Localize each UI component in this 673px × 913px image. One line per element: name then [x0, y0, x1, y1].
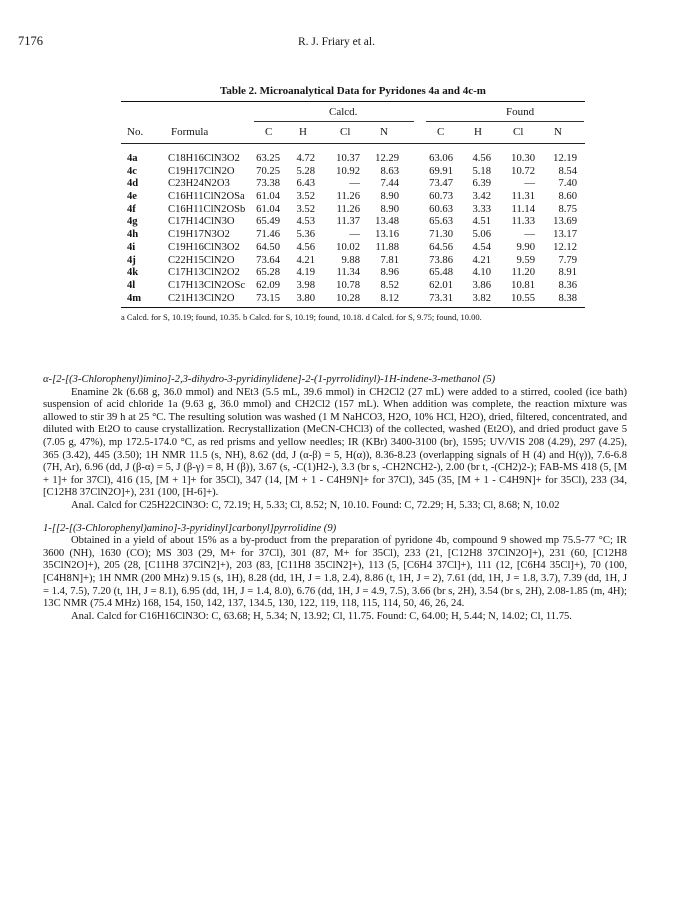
- row-formula: C23H24N2O3: [168, 178, 230, 190]
- cell: 63.25: [256, 153, 280, 164]
- cell: 8.54: [558, 165, 577, 177]
- cell: 70.25: [256, 165, 280, 177]
- cell: —: [524, 178, 535, 190]
- cell: 10.55: [511, 292, 535, 304]
- cell: 10.28: [336, 292, 360, 304]
- found-underline: [426, 121, 584, 122]
- table-body: [121, 144, 585, 307]
- table-row: [121, 242, 585, 255]
- cell: 8.96: [380, 267, 399, 279]
- cell: 4.19: [296, 267, 315, 279]
- cell: 5.18: [472, 165, 491, 177]
- cell: 8.91: [558, 267, 577, 279]
- col-header-found-n: N: [554, 126, 562, 138]
- table-row: [121, 166, 585, 179]
- cell: 8.60: [558, 191, 577, 203]
- row-no: 4m: [127, 292, 142, 304]
- cell: 60.63: [429, 203, 453, 215]
- cell: 8.90: [380, 191, 399, 203]
- table-row: [121, 178, 585, 191]
- cell: 61.04: [256, 203, 280, 215]
- cell: 3.98: [296, 279, 315, 291]
- col-header-calcd-cl: Cl: [340, 126, 351, 138]
- table-row: [121, 191, 585, 204]
- cell: 62.01: [429, 279, 453, 291]
- cell: 4.72: [296, 153, 315, 164]
- cell: 69.91: [429, 165, 453, 177]
- cell: 73.31: [429, 292, 453, 304]
- cell: 64.50: [256, 241, 280, 253]
- row-no: 4a: [127, 153, 138, 164]
- cell: 4.54: [472, 241, 491, 253]
- col-header-calcd-h: H: [299, 126, 307, 138]
- cell: 10.78: [336, 279, 360, 291]
- running-head: R. J. Friary et al.: [298, 36, 375, 48]
- cell: 11.33: [511, 216, 535, 228]
- row-no: 4i: [127, 241, 136, 253]
- cell: 13.69: [553, 216, 577, 228]
- col-header-no: No.: [127, 126, 144, 138]
- cell: 8.12: [380, 292, 399, 304]
- cell: 12.19: [553, 153, 577, 164]
- row-formula: C16H11ClN2OSb: [168, 203, 246, 215]
- cell: 63.06: [429, 153, 453, 164]
- cell: 13.48: [375, 216, 399, 228]
- cell: 3.82: [472, 292, 491, 304]
- cell: 5.28: [296, 165, 315, 177]
- row-no: 4d: [127, 178, 139, 190]
- cell: 4.21: [296, 254, 315, 266]
- cell: 11.34: [336, 267, 360, 279]
- cell: 60.73: [429, 191, 453, 203]
- cell: 62.09: [256, 279, 280, 291]
- cell: 7.44: [380, 178, 399, 190]
- cell: 8.38: [558, 292, 577, 304]
- row-no: 4c: [127, 165, 137, 177]
- table-bottom-rule: [121, 307, 585, 308]
- cell: 3.33: [472, 203, 491, 215]
- cell: 73.47: [429, 178, 453, 190]
- row-formula: C17H13ClN2O2: [168, 267, 240, 279]
- cell: 5.06: [472, 229, 491, 241]
- cell: 71.46: [256, 229, 280, 241]
- cell: 10.02: [336, 241, 360, 253]
- cell: 11.26: [336, 203, 360, 215]
- col-header-formula: Formula: [171, 126, 209, 138]
- cell: 8.36: [558, 279, 577, 291]
- cell: 3.86: [472, 279, 491, 291]
- table-row: [121, 229, 585, 242]
- cell: 10.81: [511, 279, 535, 291]
- cell: 12.12: [553, 241, 577, 253]
- cell: 11.20: [511, 267, 535, 279]
- cell: 7.40: [558, 178, 577, 190]
- cell: 11.31: [511, 191, 535, 203]
- row-no: 4k: [127, 267, 139, 279]
- cell: 73.15: [256, 292, 280, 304]
- cell: 65.63: [429, 216, 453, 228]
- cell: 6.43: [296, 178, 315, 190]
- row-formula: C16H11ClN2OSa: [168, 191, 245, 203]
- cell: 9.88: [341, 254, 360, 266]
- cell: —: [349, 229, 360, 241]
- col-header-found-c: C: [437, 126, 445, 138]
- cell: 8.63: [380, 165, 399, 177]
- table-row: [121, 216, 585, 229]
- table-row: [121, 267, 585, 280]
- cell: 10.92: [336, 165, 360, 177]
- row-formula: C17H14ClN3O: [168, 216, 235, 228]
- cell: 73.64: [256, 254, 280, 266]
- compound-9-heading: 1-[[2-[(3-Chlorophenyl)amino]-3-pyridinyl]carbonyl]pyrrolidine (9): [43, 522, 337, 534]
- col-header-found-cl: Cl: [513, 126, 524, 138]
- table-row: [121, 204, 585, 217]
- page-number: 7176: [18, 34, 43, 48]
- cell: 65.49: [256, 216, 280, 228]
- row-no: 4j: [127, 254, 136, 266]
- cell: 73.38: [256, 178, 280, 190]
- row-formula: C21H13ClN2O: [168, 292, 235, 304]
- table-header: [121, 102, 585, 142]
- cell: 11.88: [375, 241, 399, 253]
- row-no: 4h: [127, 229, 139, 241]
- row-no: 4e: [127, 191, 137, 203]
- calcd-underline: [254, 121, 414, 122]
- compound-9-paragraph: Obtained in a yield of about 15% as a by-product from the preparation of pyridone 4b, compound 9 showed mp 75.5-77 °C; IR 3600 (NH), 1630 (CO); MS 303 (29, M+ for 37Cl), 301 (87, M+ for 35Cl), 233 (21, [C12H8 37ClN2O]+), 231 (60, [C12H8 35ClN2O]+), 205 (28, [C11H8 37ClN2]+), 203 (83, [C11H8 35ClN2]+), 113 (5, [C6H4 37Cl]+), 111 (12, [C6H4 35Cl]+), 70 (100, [C4H8N]+); 1H NMR (200 MHz) 9.15 (s, 1H), 8.28 (dd, 1H, J = 1.8, 2.4), 8.86 (t, 1H, J = 2), 7.61 (dd, 1H, J = 1.8, 3.7), 7.39 (dd, 1H, J = 1.4, 7.5), 7.20 (t, 1H, J = 8.1), 6.95 (dd, 1H, J = 1.4, 8.0), 6.76 (dd, 1H, J = 4.9, 7.5), 3.66 (br s, 2H), 3.54 (br s, 2H), 2.08-1.85 (m, 4H); 13C NMR (75.4 MHz) 168, 154, 150, 142, 137, 134.5, 130, 122, 119, 118, 115, 114, 50, 46, 26, 24.: [43, 535, 627, 610]
- cell: 3.42: [472, 191, 491, 203]
- cell: 4.53: [296, 216, 315, 228]
- cell: 11.37: [336, 216, 360, 228]
- compound-5-heading: α-[2-[(3-Chlorophenyl)imino]-2,3-dihydro-3-pyridinylidene]-2-(1-pyrrolidinyl)-1H-indene-3-methanol (5): [43, 374, 496, 385]
- cell: 10.30: [511, 153, 535, 164]
- row-formula: C17H13ClN2OSc: [168, 279, 246, 291]
- cell: 3.52: [296, 203, 315, 215]
- table-row: [121, 255, 585, 268]
- cell: —: [349, 178, 360, 190]
- row-no: 4l: [127, 279, 136, 291]
- table-row: [121, 293, 585, 306]
- col-header-calcd-c: C: [265, 126, 273, 138]
- spacer: [43, 513, 627, 523]
- cell: 9.59: [516, 254, 535, 266]
- cell: 7.81: [380, 254, 399, 266]
- row-no: 4g: [127, 216, 138, 228]
- cell: 4.10: [472, 267, 491, 279]
- cell: 8.90: [380, 203, 399, 215]
- cell: 4.21: [472, 254, 491, 266]
- table-title: Table 2. Microanalytical Data for Pyridones 4a and 4c-m: [220, 85, 486, 97]
- cell: 12.29: [375, 153, 399, 164]
- row-formula: C19H17N3O2: [168, 229, 230, 241]
- table-row: [121, 280, 585, 293]
- col-header-calcd-n: N: [380, 126, 388, 138]
- cell: 7.79: [558, 254, 577, 266]
- cell: 10.72: [511, 165, 535, 177]
- cell: 11.14: [511, 203, 535, 215]
- cell: 13.17: [553, 229, 577, 241]
- cell: 9.90: [516, 241, 535, 253]
- cell: 10.37: [336, 153, 360, 164]
- microanalytical-table: [121, 84, 585, 323]
- row-no: 4f: [127, 203, 136, 215]
- cell: 3.80: [296, 292, 315, 304]
- col-header-found-h: H: [474, 126, 482, 138]
- cell: 65.28: [256, 267, 280, 279]
- cell: 3.52: [296, 191, 315, 203]
- cell: 73.86: [429, 254, 453, 266]
- group-calcd-label: Calcd.: [329, 106, 358, 118]
- cell: 4.56: [296, 241, 315, 253]
- cell: 65.48: [429, 267, 453, 279]
- cell: 4.56: [472, 153, 491, 164]
- compound-5-paragraph: Enamine 2k (6.68 g, 36.0 mmol) and NEt3 (5.5 mL, 39.6 mmol) in CH2Cl2 (27 mL) were added to a stirred, cooled (ice bath) suspension of acid chloride 1a (9.63 g, 36.0 mmol) and CH2Cl2 (157 mL). When addition was complete, the reaction mixture was allowed to stir 39 h at 25 °C. The resulting solution was washed (1 M NaHCO3, H2O, 10% HCl, H2O), dried, filtered, concentrated, and diluted with Et2O to cause crystallization. Recrystallization (MeCN-CHCl3) of the collected, washed (Et2O), and dried product gave 5 (7.05 g, 47%), mp 172.5-174.0 °C, as red prisms and yellow needles; IR (KBr) 3400-3100 (br), 1595; UV/VIS 208 (4.29), 297 (4.25), 365 (3.42), 445 (3.50); 1H NMR 11.5 (s, NH), 8.62 (dd, J (α-β) = 5, H(α)), 8.36-8.23 (overlapping signals of H (4) and H(γ)), 7.6-6.8 (7H, Ar), 6.96 (dd, J (β-α) = 5, J (β-γ) = 8, H (β)), 3.67 (s, -C(1)H2-), 3.3 (br s, -CH2NCH2-), 2.00 (br t, -(CH2)2-); FAB-MS 418 (5, [M + 1]+ for 37Cl), 416 (15, [M + 1]+ for 35Cl), 347 (14, [M + 1 - C4H9N]+ for 37Cl), 345 (35, [M + 1 - C4H9N]+ for 35Cl), 233 (34, [C12H8 37ClN2O]+), 231 (100, [H-6]+).: [43, 386, 627, 499]
- compound-5-analysis: Anal. Calcd for C25H22ClN3O: C, 72.19; H, 5.33; Cl, 8.52; N, 10.10. Found: C, 72.29; H, 5.33; Cl, 8.68; N, 10.02: [71, 499, 560, 511]
- cell: 13.16: [375, 229, 399, 241]
- row-formula: C19H17ClN2O: [168, 165, 235, 177]
- cell: 11.26: [336, 191, 360, 203]
- table-footnote: a Calcd. for S, 10.19; found, 10.35. b Calcd. for S, 10.19; found, 10.18. d Calcd. for S, 9.75; found, 10.00.: [121, 312, 482, 323]
- row-formula: C19H16ClN3O2: [168, 241, 240, 253]
- row-formula: C18H16ClN3O2: [168, 153, 240, 164]
- cell: 4.51: [472, 216, 491, 228]
- group-found-label: Found: [506, 106, 535, 118]
- compound-9-analysis: Anal. Calcd for C16H16ClN3O: C, 63.68; H, 5.34; N, 13.92; Cl, 11.75. Found: C, 64.00; H, 5.44; N, 14.02; Cl, 11.75.: [71, 610, 572, 622]
- cell: 71.30: [429, 229, 453, 241]
- cell: 8.52: [380, 279, 399, 291]
- cell: 8.75: [558, 203, 577, 215]
- table-row: [121, 153, 585, 166]
- cell: 6.39: [472, 178, 491, 190]
- cell: 61.04: [256, 191, 280, 203]
- row-formula: C22H15ClN2O: [168, 254, 235, 266]
- experimental-text: [43, 374, 627, 623]
- cell: 5.36: [296, 229, 315, 241]
- cell: 64.56: [429, 241, 453, 253]
- cell: —: [524, 229, 535, 241]
